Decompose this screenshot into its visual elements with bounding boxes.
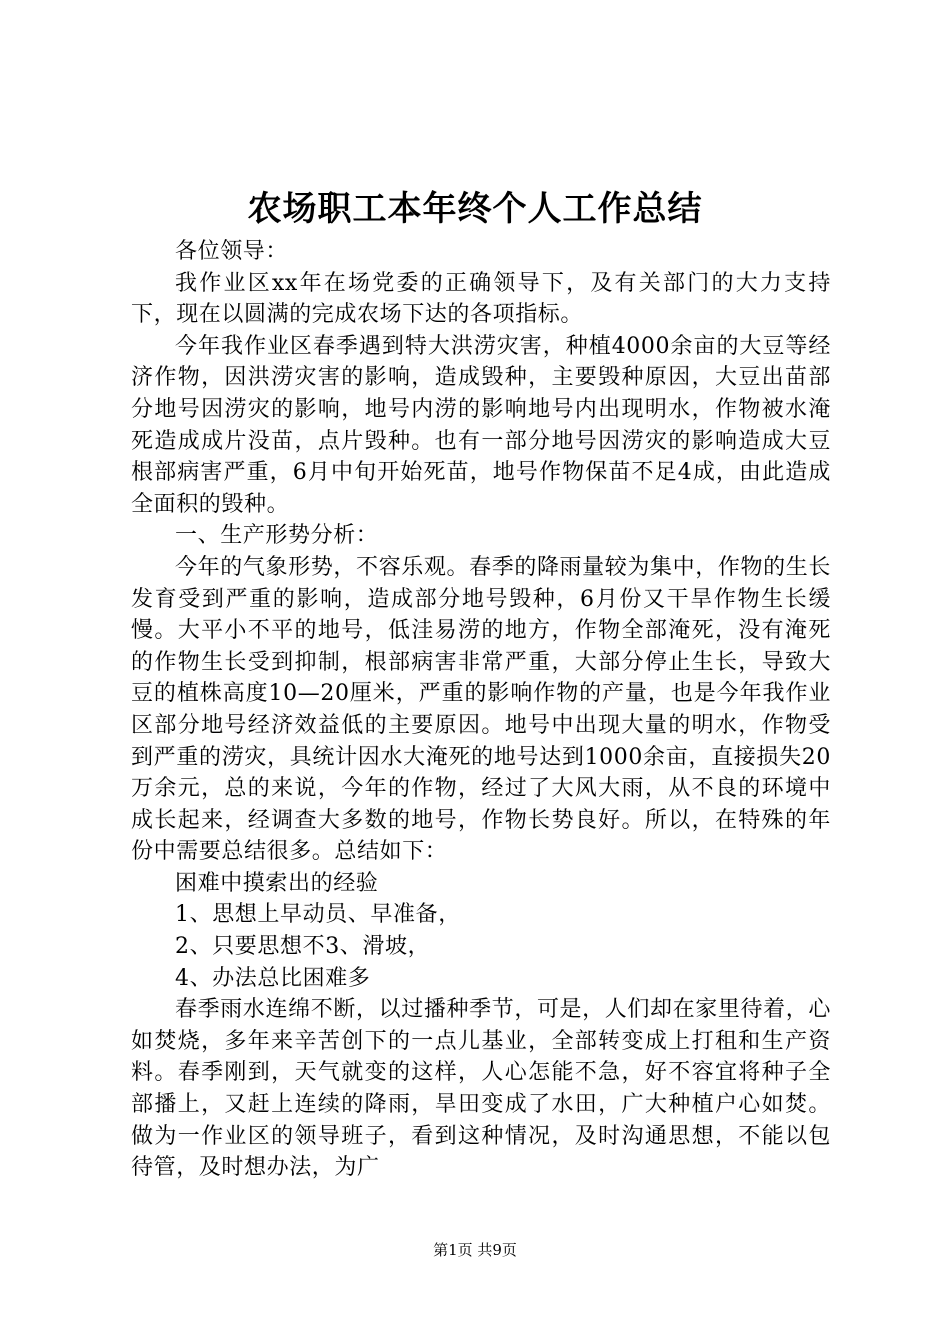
paragraph-spring-rain: 春季雨水连绵不断，以过播种季节，可是，人们却在家里待着，心如焚烧，多年来辛苦创下的一点儿基业，全部转变成上打租和生产资料。春季刚到，天气就变的这样，人心怎能不急，好不容宜将种子全部播上，又赶上连续的降雨，旱田变成了水田，广大种植户心如焚。做为一作业区的领导班子，看到这种情况，及时沟通思想，不能以包待管，及时想办法，为广 [131, 997, 831, 1181]
document-body [131, 236, 831, 1184]
document-title: 农场职工本年终个人工作总结 [247, 189, 703, 229]
paragraph-weather-analysis: 今年的气象形势，不容乐观。春季的降雨量较为集中，作物的生长发育受到严重的影响，造成部分地号毁种，6月份又干旱作物生长缓慢。大平小不平的地号，低洼易涝的地方，作物全部淹死，没有淹死的作物生长受到抑制，根部病害非常严重，大部分停止生长，导致大豆的植株高度10—20厘米，严重的影响作物的产量，也是今年我作业区部分地号经济效益低的主要原因。地号中出现大量的明水，作物受到严重的涝灾，具统计因水大淹死的地号达到1000余亩，直接损失20万余元，总的来说，今年的作物，经过了大风大雨，从不良的环境中成长起来，经调查大多数的地号，作物长势良好。所以，在特殊的年份中需要总结很多。总结如下： [131, 554, 831, 865]
list-item-1: 1、思想上早动员、早准备， [175, 902, 461, 928]
list-item-2: 2、只要思想不3、滑坡， [175, 934, 431, 960]
paragraph-flood-situation: 今年我作业区春季遇到特大洪涝灾害，种植4000余亩的大豆等经济作物，因洪涝灾害的影响，造成毁种，主要毁种原因，大豆出苗部分地号因涝灾的影响，地号内涝的影响地号内出现明水，作物被水淹死造成成片没苗，点片毁种。也有一部分地号因涝灾的影响造成大豆根部病害严重，6月中旬开始死苗，地号作物保苗不足4成，由此造成全面积的毁种。 [131, 333, 831, 517]
section-heading-experience: 困难中摸索出的经验 [175, 870, 379, 896]
paragraph-salutation: 各位领导： [175, 239, 289, 264]
page-number-footer: 第1页 共9页 [433, 1241, 517, 1259]
list-item-4: 4、办法总比困难多 [175, 965, 371, 991]
section-heading-production-analysis: 一、生产形势分析： [175, 523, 379, 549]
paragraph-intro: 我作业区xx年在场党委的正确领导下，及有关部门的大力支持下，现在以圆满的完成农场下达的各项指标。 [131, 270, 831, 328]
